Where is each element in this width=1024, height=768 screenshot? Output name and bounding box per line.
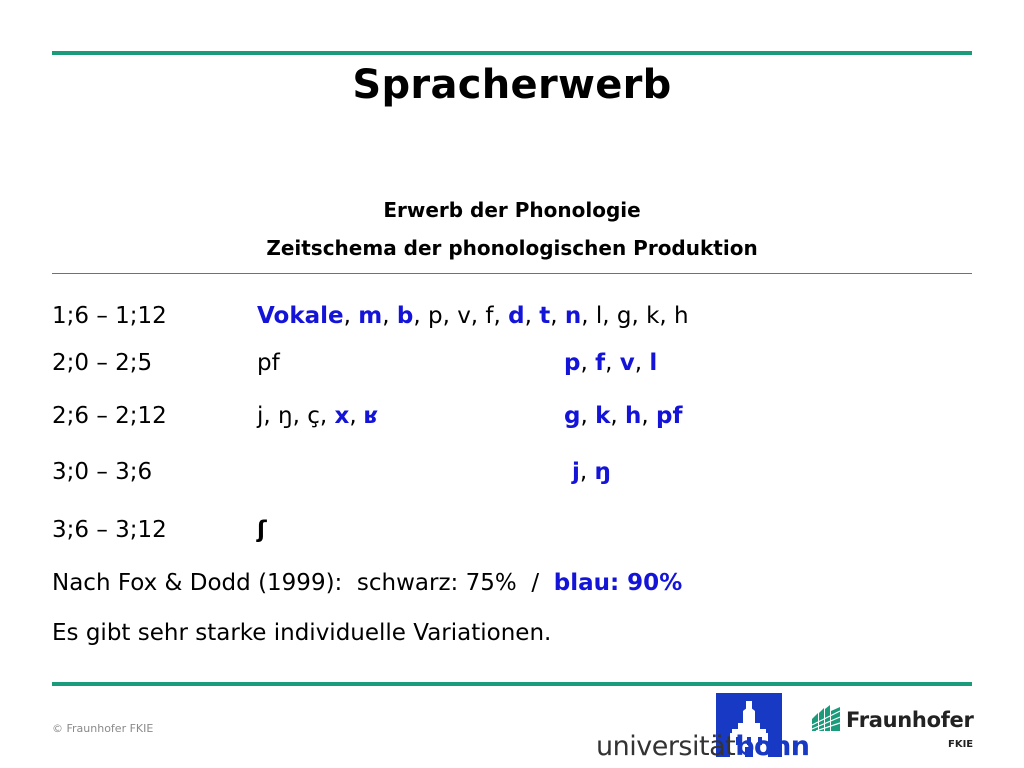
sound-blue: k — [595, 403, 611, 429]
sound-blue: l — [649, 350, 658, 376]
subtitle-phonology: Erwerb der Phonologie — [383, 198, 641, 222]
sound-blue: v — [619, 350, 635, 376]
sound-text: , — [641, 403, 657, 429]
sound-blue: b — [396, 303, 414, 329]
age-range: 3;0 – 3;6 — [52, 459, 153, 485]
variation-note: Es gibt sehr starke individuelle Variationen. — [52, 620, 552, 646]
sound-blue: ŋ — [594, 459, 611, 485]
fraunhofer-wordmark: Fraunhofer — [846, 708, 974, 732]
sound-text: , p, v, f, — [413, 303, 509, 329]
sound-text: , l, g, k, h — [581, 303, 689, 329]
fraunhofer-icon — [812, 705, 840, 731]
sound-blue: x — [334, 403, 350, 429]
sounds-90 — [564, 403, 683, 429]
sound-text: , — [605, 350, 620, 376]
sound-blue: m — [358, 303, 383, 329]
sound-blue: t — [539, 303, 551, 329]
sound-text: , — [579, 459, 595, 485]
sound-blue: n — [564, 303, 582, 329]
source-text: Nach Fox & Dodd (1999): schwarz: 75% / — [52, 570, 554, 596]
age-range: 2;0 – 2;5 — [52, 350, 153, 376]
sound-blue: h — [625, 403, 642, 429]
sounds-75 — [257, 517, 267, 543]
bonn-wordmark-prefix: universität — [596, 731, 736, 762]
sound-blue: Vokale — [257, 303, 344, 329]
sound-text: , — [634, 350, 650, 376]
sound-blue: j — [564, 459, 580, 485]
age-range: 3;6 – 3;12 — [52, 517, 167, 543]
sound-blue: pf — [656, 403, 683, 429]
sound-text: pf — [257, 350, 280, 376]
age-range: 1;6 – 1;12 — [52, 303, 167, 329]
copyright: © Fraunhofer FKIE — [52, 722, 154, 735]
sound-text: j, ŋ, ç, — [257, 403, 335, 429]
source-line — [52, 570, 682, 596]
bottom-rule — [52, 682, 972, 686]
sound-text: , — [524, 303, 540, 329]
sounds-90 — [564, 459, 611, 485]
sound-text: , — [343, 303, 359, 329]
sound-blue: g — [564, 403, 581, 429]
sound-text: , — [580, 403, 596, 429]
header-divider — [52, 273, 972, 274]
bonn-wordmark — [596, 731, 810, 762]
sound-text: , — [610, 403, 626, 429]
sound-text: , — [550, 303, 565, 329]
age-range: 2;6 – 2;12 — [52, 403, 167, 429]
bonn-wordmark-suffix: bonn — [735, 731, 810, 762]
sound-text: , — [382, 303, 397, 329]
sounds-75 — [257, 403, 379, 429]
sound-text: , — [580, 350, 596, 376]
sounds-90 — [564, 350, 657, 376]
sound-blue: f — [595, 350, 606, 376]
sound-text: , — [349, 403, 364, 429]
subtitle-schedule: Zeitschema der phonologischen Produktion — [266, 236, 758, 260]
source-blue-label: blau: 90% — [553, 570, 683, 596]
sound-text: ʃ — [257, 517, 267, 543]
sounds-75 — [257, 303, 689, 329]
sound-blue: ʁ — [363, 403, 379, 429]
sound-blue: p — [564, 350, 581, 376]
top-rule — [52, 51, 972, 55]
fraunhofer-institute: FKIE — [948, 739, 974, 750]
sound-blue: d — [508, 303, 525, 329]
sounds-75 — [257, 350, 280, 376]
slide-title: Spracherwerb — [352, 62, 672, 108]
